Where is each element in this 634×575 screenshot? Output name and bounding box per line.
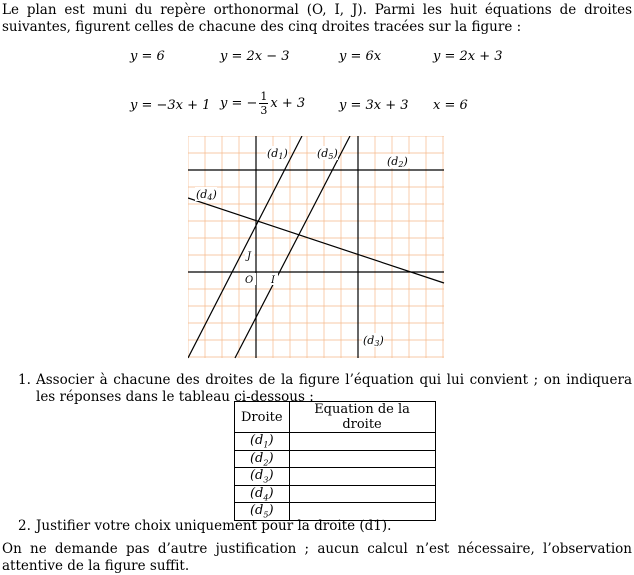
equation-4: y = 2x + 3 [433,49,503,64]
coordinate-figure [188,136,446,360]
equation-6: y = − $\frac{1}{3}$ x + 3 [220,90,306,117]
row-label-d2: $(d_2)$ [235,450,290,468]
equation-7: y = 3x + 3 [339,98,409,113]
row-label-d5: $(d_5)$ [235,503,290,521]
label-unit-i: I [271,275,275,286]
table-row [235,468,436,486]
table-row [235,485,436,503]
label-d2: (d2) [387,155,408,169]
equation-1: y = 6 [130,49,165,64]
label-unit-j: J [247,251,252,262]
table-row [235,433,436,451]
outro-paragraph: On ne demande pas d’autre justification ; aucun calcul n’est nécessaire, l’observation attentive de la figure suffit. [2,541,632,574]
equation-2: y = 2x − 3 [220,49,290,64]
label-origin: O [245,275,254,286]
question-2 [18,518,632,535]
label-d5: (d5) [317,147,338,161]
table-row [235,450,436,468]
answer-cell-d2[interactable] [289,450,435,468]
label-d1: (d1) [267,147,288,161]
table-header-equation: Equation de la droite [289,402,435,433]
answer-cell-d3[interactable] [289,468,435,486]
line-d4 [188,198,444,283]
line-d5 [235,136,350,358]
label-d4: (d4) [196,188,217,202]
grid [188,136,444,358]
table-header-droite: Droite [235,402,290,433]
question-1-text: Associer à chacune des droites de la figure l’équation qui lui convient ; on indiquera les réponses dans le tableau ci-dessous : [36,372,632,405]
question-2-number: 2. [18,518,31,534]
question-1-number: 1. [18,372,31,388]
answer-cell-d4[interactable] [289,485,435,503]
row-label-d1: $(d_1)$ [235,433,290,451]
question-2-text: Justifier votre choix uniquement pour la droite (d1). [36,518,392,534]
equation-5: y = −3x + 1 [130,98,211,113]
intro-paragraph: Le plan est muni du repère orthonormal (O, I, J). Parmi les huit équations de droites suivantes, figurent celles de chacune des cinq droites tracées sur la figure : [2,2,632,35]
answer-cell-d1[interactable] [289,433,435,451]
label-d3: (d3) [363,334,384,348]
equation-3: y = 6x [339,49,382,64]
answer-table [234,401,436,521]
row-label-d3: $(d_3)$ [235,468,290,486]
row-label-d4: $(d_4)$ [235,485,290,503]
equation-8: x = 6 [433,98,468,113]
